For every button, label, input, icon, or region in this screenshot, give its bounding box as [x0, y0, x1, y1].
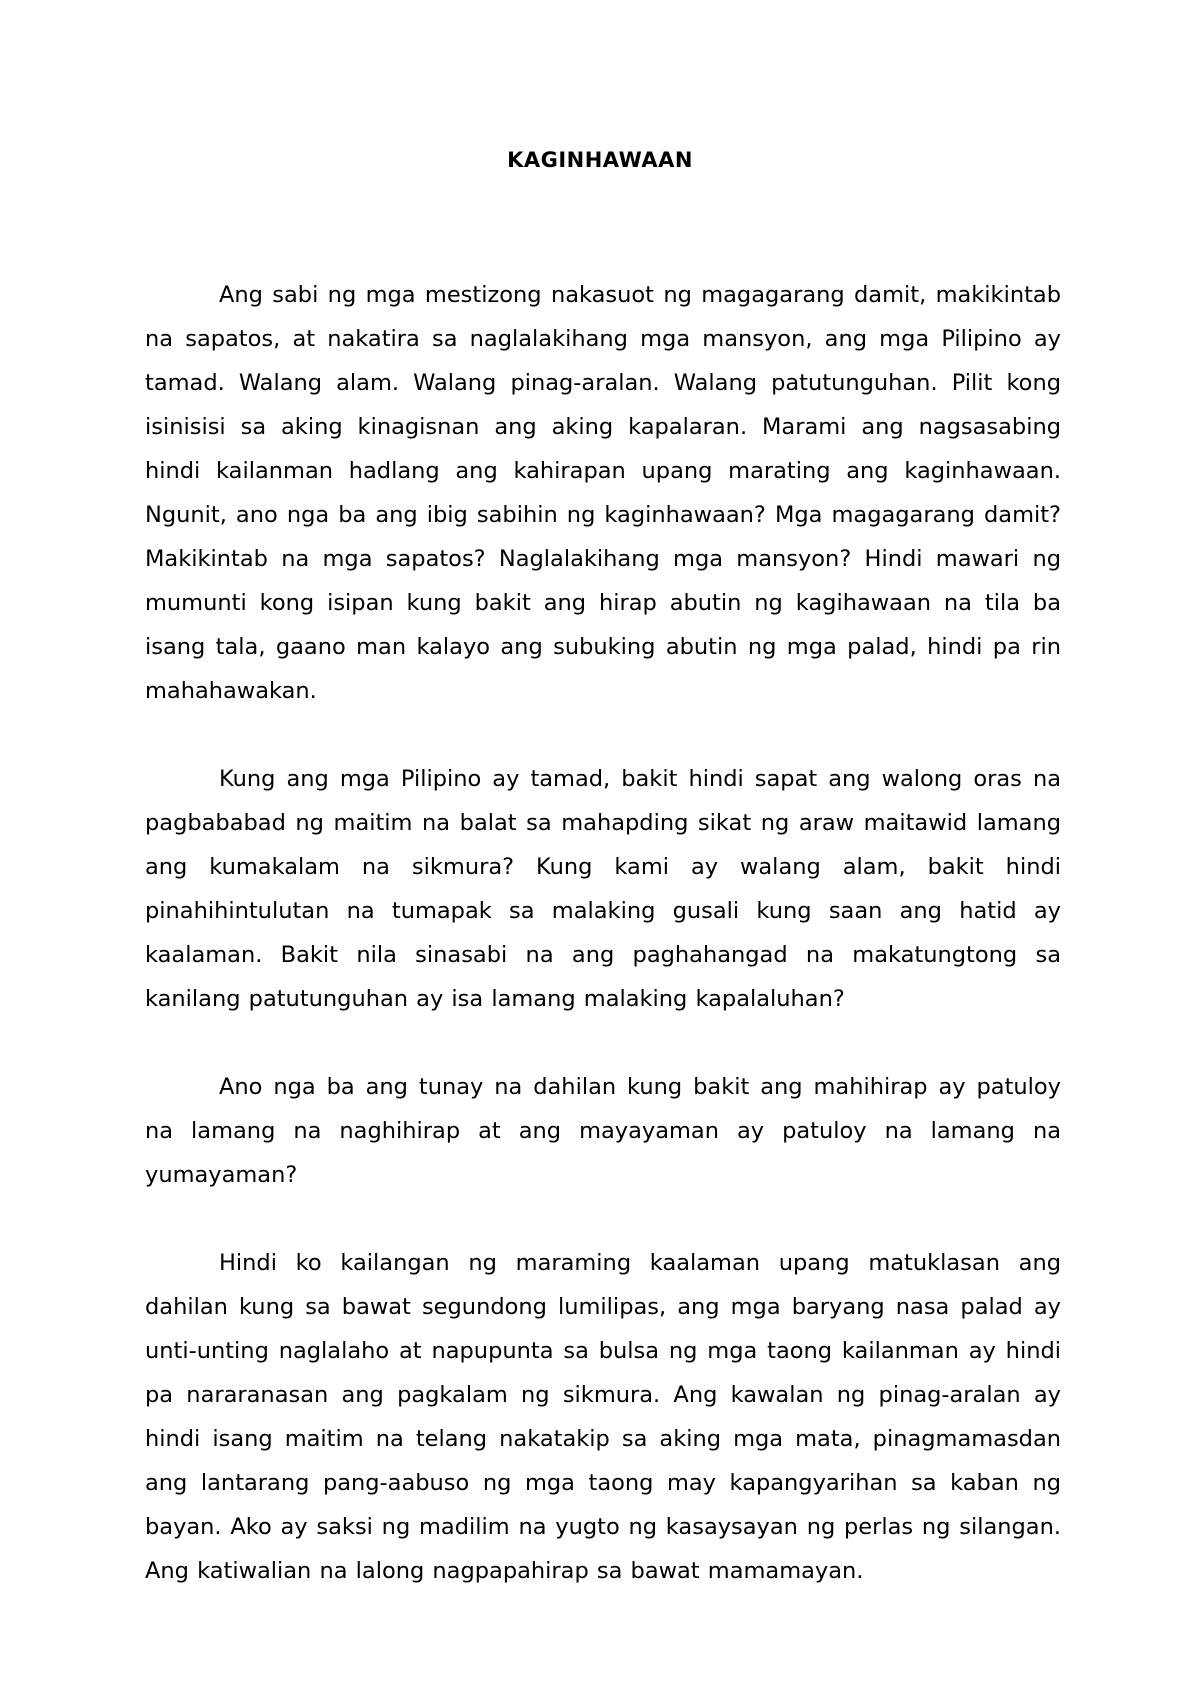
paragraph-2: Kung ang mga Pilipino ay tamad, bakit hindi sapat ang walong oras na pagbababad ng maitim na balat sa mahapding sikat ng araw maitawid lamang ang kumakalam na sikmura? Kung kami ay walang alam, bakit hindi pinahihintulutan na tumapak sa malaking gusali kung saan ang hatid ay kaalaman. Bakit nila sinasabi na ang paghahangad na makatungtong sa kanilang patutunguhan ay isa lamang malaking kapalaluhan?: [145, 766, 1061, 1012]
paragraph-3: Ano nga ba ang tunay na dahilan kung bakit ang mahihirap ay patuloy na lamang na naghihirap at ang mayayaman ay patuloy na lamang na yumayaman?: [145, 1074, 1061, 1188]
document-title: KAGINHAWAAN: [507, 148, 693, 172]
document-body: [145, 273, 1061, 1637]
paragraph-1: Ang sabi ng mga mestizong nakasuot ng magagarang damit, makikintab na sapatos, at nakatira sa naglalakihang mga mansyon, ang mga Pilipino ay tamad. Walang alam. Walang pinag-aralan. Walang patutunguhan. Pilit kong isinisisi sa aking kinagisnan ang aking kapalaran. Marami ang nagsasabing hindi kailanman hadlang ang kahirapan upang marating ang kaginhawaan. Ngunit, ano nga ba ang ibig sabihin ng kaginhawaan? Mga magagarang damit? Makikintab na mga sapatos? Naglalakihang mga mansyon? Hindi mawari ng mumunti kong isipan kung bakit ang hirap abutin ng kagihawaan na tila ba isang tala, gaano man kalayo ang subuking abutin ng mga palad, hindi pa rin mahahawakan.: [145, 282, 1061, 704]
paragraph-4: Hindi ko kailangan ng maraming kaalaman upang matuklasan ang dahilan kung sa bawat segundong lumilipas, ang mga baryang nasa palad ay unti-unting naglalaho at napupunta sa bulsa ng mga taong kailanman ay hindi pa nararanasan ang pagkalam ng sikmura. Ang kawalan ng pinag-aralan ay hindi isang maitim na telang nakatakip sa aking mga mata, pinagmamasdan ang lantarang pang-aabuso ng mga taong may kapangyarihan sa kaban ng bayan. Ako ay saksi ng madilim na yugto ng kasaysayan ng perlas ng silangan. Ang katiwalian na lalong nagpapahirap sa bawat mamamayan.: [145, 1250, 1061, 1584]
